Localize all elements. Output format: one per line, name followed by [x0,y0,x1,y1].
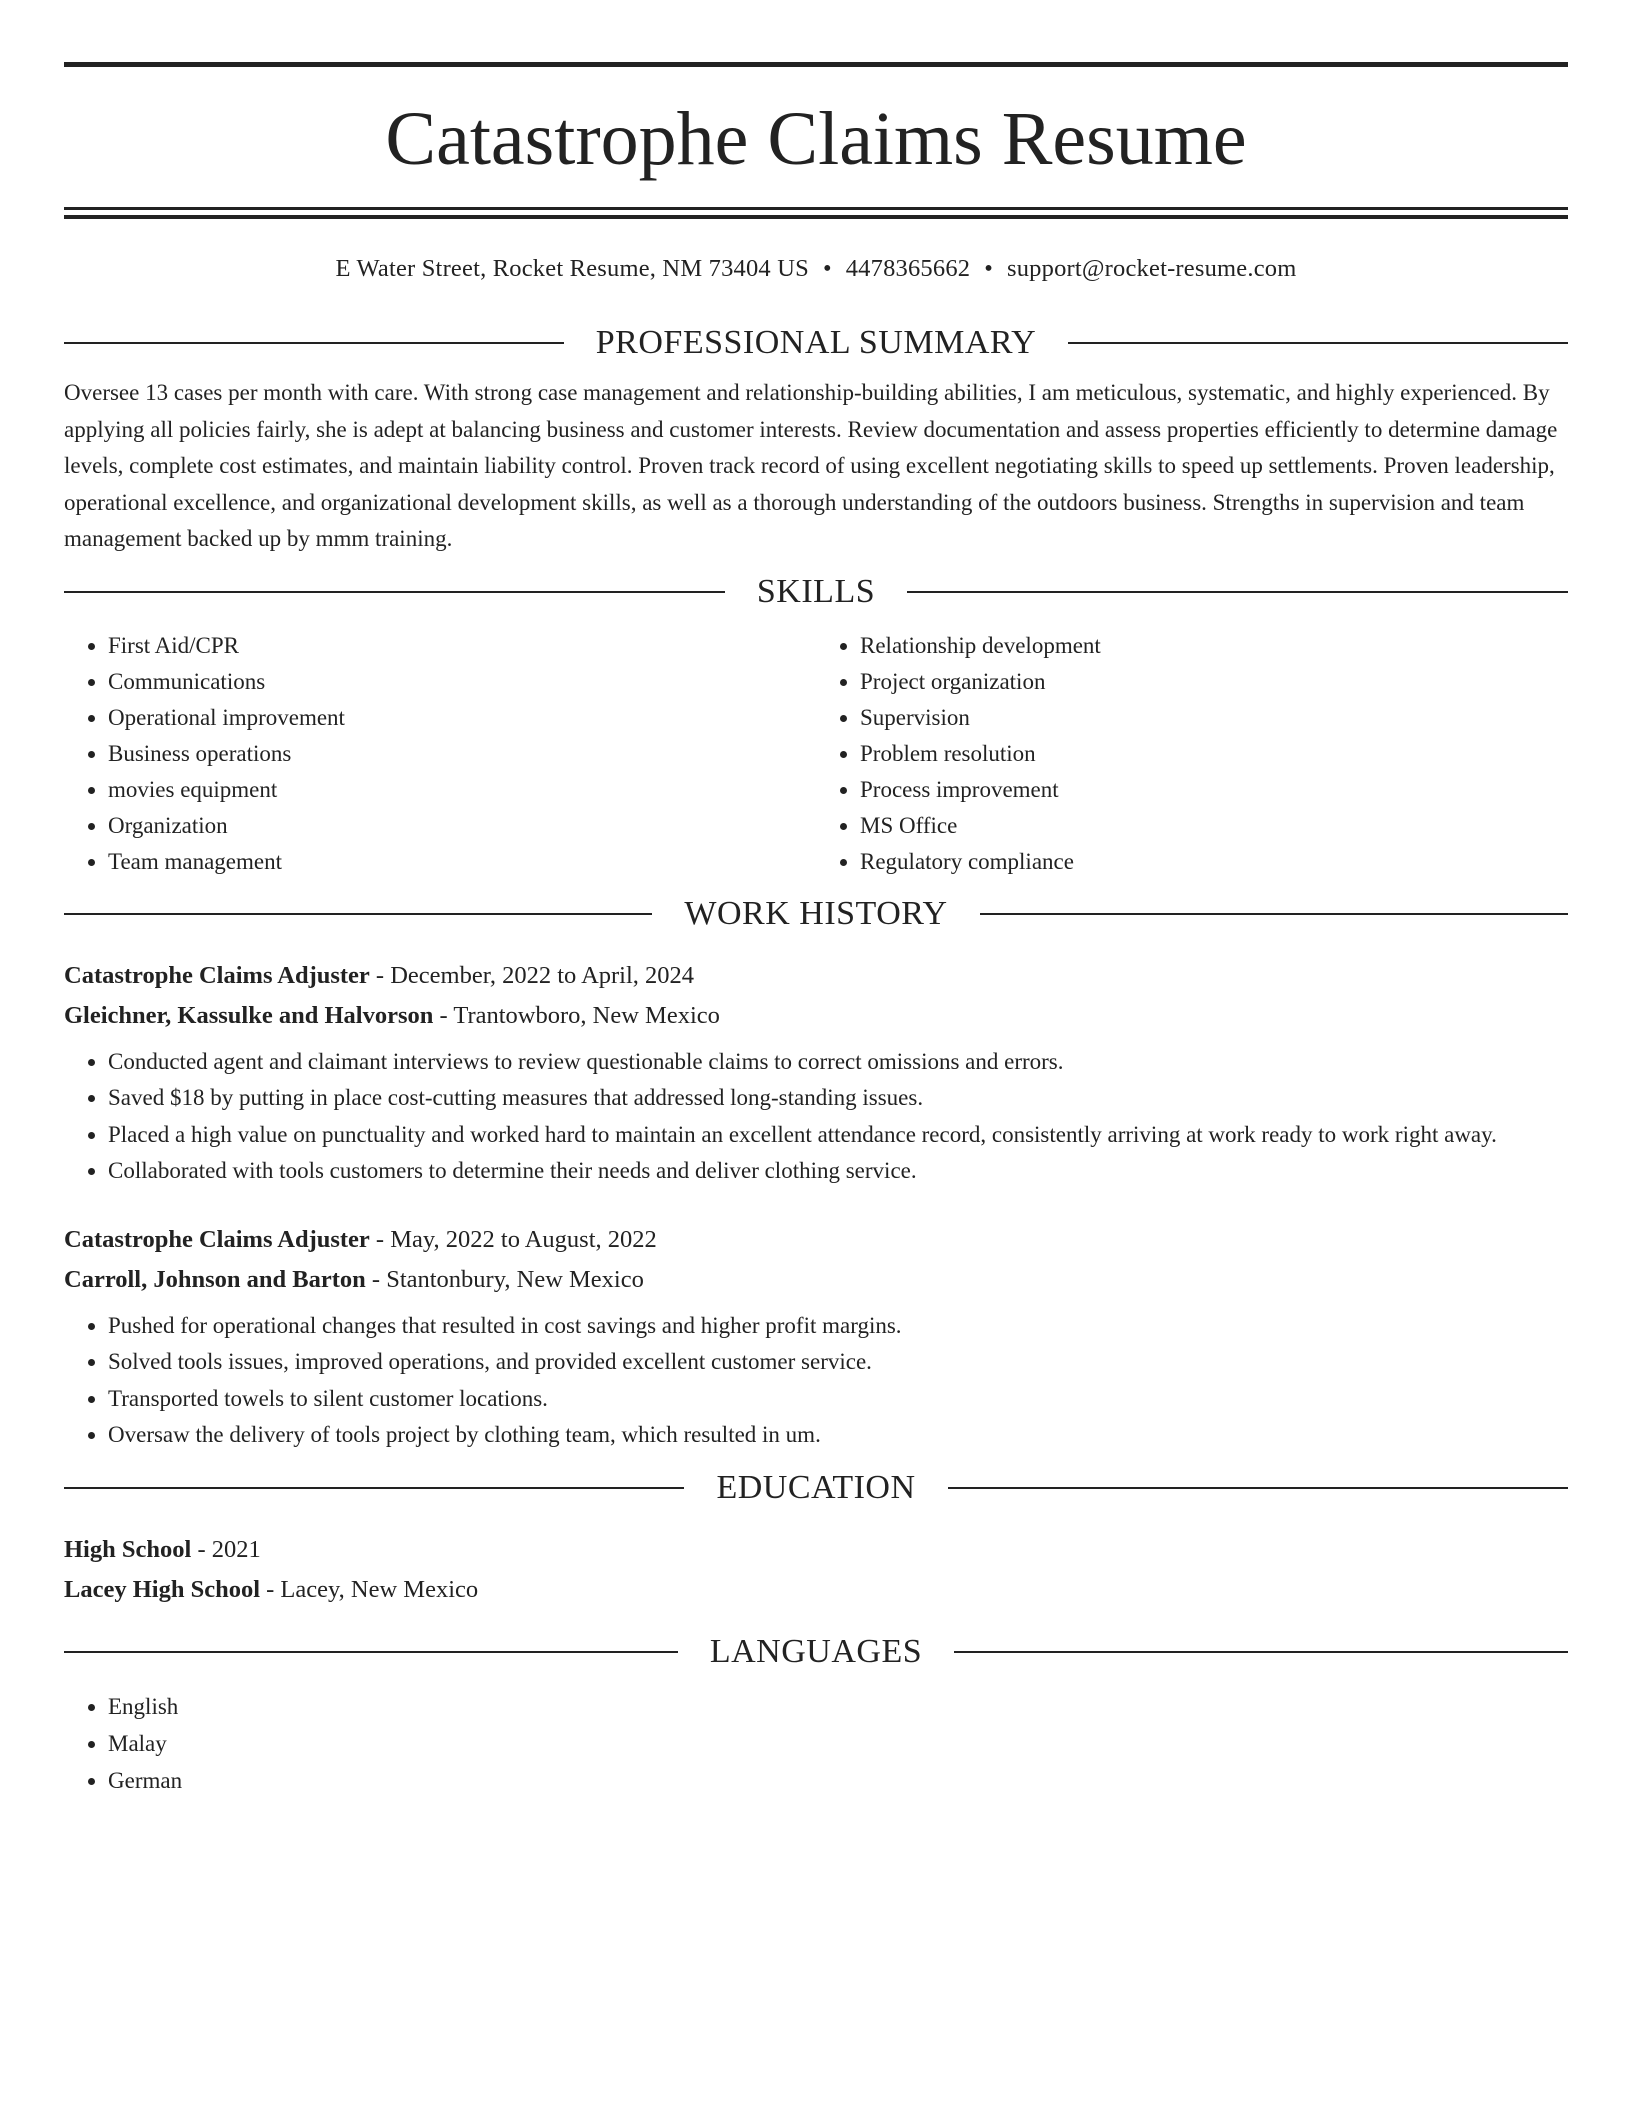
job-title: Catastrophe Claims Adjuster [64,961,370,989]
language-item: • English [108,1688,1568,1725]
job-location: - Trantowboro, New Mexico [433,1001,720,1029]
section-header-summary [64,323,1568,363]
job-company: Gleichner, Kassulke and Halvorson [64,1001,434,1029]
section-title-summary: PROFESSIONAL SUMMARY [595,324,1037,361]
job-company: Carroll, Johnson and Barton [64,1265,366,1293]
skill-item: • movies equipment [108,772,816,808]
education-degree: High School [64,1535,192,1563]
job-bullets [64,1308,1568,1454]
skill-item: • Operational improvement [108,700,816,736]
section-rule [907,591,1568,593]
job-bullet: • Saved $18 by putting in place cost-cutting measures that addressed long-standing issues. [108,1080,1568,1117]
top-rule [64,62,1568,67]
skill-item: • Project organization [860,664,1568,700]
contact-phone: 4478365662 [845,255,971,282]
skill-item: • Relationship development [860,628,1568,664]
section-title-work: WORK HISTORY [684,894,948,932]
skill-item: • Team management [108,844,816,880]
section-header-languages [64,1632,1568,1672]
job-bullet: • Pushed for operational changes that resulted in cost savings and higher profit margins. [108,1308,1568,1345]
job-company-line [64,1260,1568,1300]
job-title: Catastrophe Claims Adjuster [64,1225,370,1253]
skill-item: • Communications [108,664,816,700]
job-title-line [64,956,1568,996]
section-rule [64,342,564,344]
section-header-education [64,1468,1568,1508]
skills-column-left [64,628,816,880]
education-year: - 2021 [191,1535,261,1563]
contact-line [64,255,1568,283]
summary-text: Oversee 13 cases per month with care. With strong case management and relationship-building abilities, I am meticulous, systematic, and highly experienced. By applying all policies fairly, she is adept at balancing business and customer interests. Review documentation and assess properties efficiently to determine damage levels, complete cost estimates, and maintain liability control. Proven track record of using excellent negotiating skills to speed up settlements. Proven leadership, operational excellence, and organizational development skills, as well as a thorough understanding of the outdoors business. Strengths in supervision and team management backed up by mmm training. [64,380,1558,551]
job-dates: - May, 2022 to August, 2022 [369,1225,657,1253]
job-dates: - December, 2022 to April, 2024 [369,961,695,989]
job-entry [64,1220,1568,1454]
section-title-languages: LANGUAGES [709,1632,923,1670]
section-rule [64,913,652,915]
resume-title: Catastrophe Claims Resume [385,97,1247,181]
skill-item: • Business operations [108,736,816,772]
job-bullet: • Collaborated with tools customers to determine their needs and deliver clothing service. [108,1153,1568,1190]
skill-item: • Process improvement [860,772,1568,808]
education-location: - Lacey, New Mexico [260,1575,479,1603]
languages-list [64,1688,1568,1799]
education-entry [64,1530,1568,1610]
job-bullet: • Solved tools issues, improved operations, and provided excellent customer service. [108,1344,1568,1381]
skill-item: • Problem resolution [860,736,1568,772]
skill-item: • Supervision [860,700,1568,736]
skills-column-right [816,628,1568,880]
section-title-education: EDUCATION [716,1468,916,1506]
education-school-line [64,1570,1568,1610]
contact-separator: • [984,255,993,282]
skill-item: • MS Office [860,808,1568,844]
skill-item: • First Aid/CPR [108,628,816,664]
section-rule [948,1487,1568,1489]
skills-list [64,628,1568,880]
section-rule [64,591,725,593]
language-item: • German [108,1762,1568,1799]
resume-content [64,62,1568,1799]
job-bullet: • Conducted agent and claimant interviews to review questionable claims to correct omissions and errors. [108,1044,1568,1081]
education-school: Lacey High School [64,1575,261,1603]
language-item: • Malay [108,1725,1568,1762]
section-rule [64,1487,684,1489]
section-header-work [64,894,1568,934]
job-entry [64,956,1568,1190]
job-company-line [64,996,1568,1036]
contact-address: E Water Street, Rocket Resume, NM 73404 US [335,255,809,282]
section-rule [954,1651,1568,1653]
job-bullet: • Placed a high value on punctuality and worked hard to maintain an excellent attendance record, consistently arriving at work ready to work right away. [108,1117,1568,1154]
contact-email: support@rocket-resume.com [1007,255,1297,282]
section-title-skills: SKILLS [756,572,876,610]
job-location: - Stantonbury, New Mexico [365,1265,644,1293]
section-rule [980,913,1568,915]
skill-item: • Regulatory compliance [860,844,1568,880]
job-title-line [64,1220,1568,1260]
job-bullets [64,1044,1568,1190]
education-degree-line [64,1530,1568,1570]
job-bullet: • Oversaw the delivery of tools project by clothing team, which resulted in um. [108,1417,1568,1454]
section-rule [1068,342,1568,344]
section-header-skills [64,572,1568,612]
section-rule [64,1651,678,1653]
contact-separator: • [822,255,832,282]
job-bullet: • Transported towels to silent customer locations. [108,1381,1568,1418]
skill-item: • Organization [108,808,816,844]
title-double-rule [64,207,1568,219]
